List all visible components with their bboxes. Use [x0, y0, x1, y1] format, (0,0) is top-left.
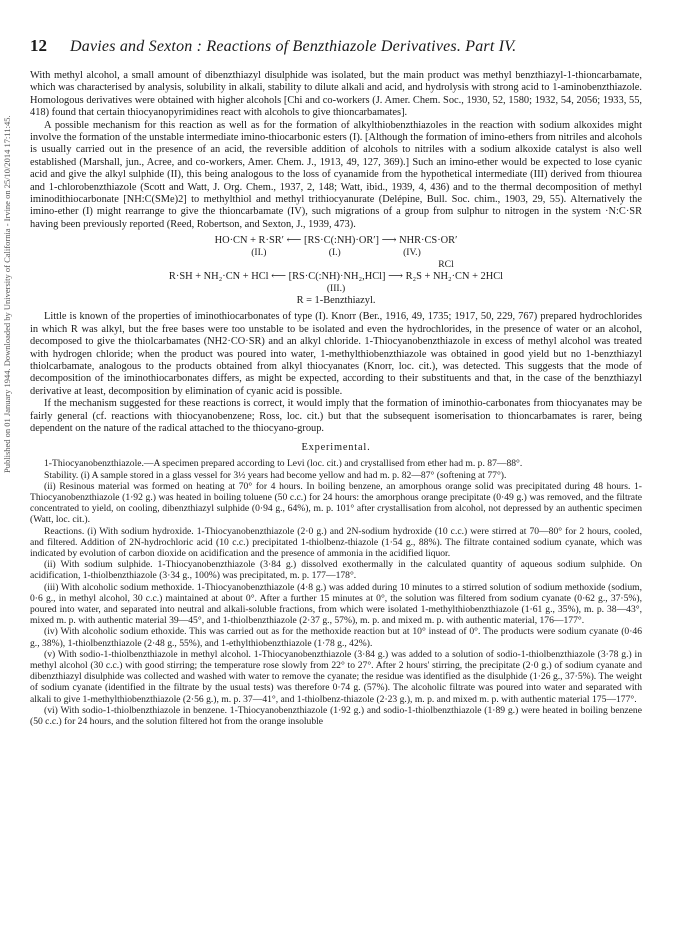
paragraph: 1-Thiocyanobenzthiazole.—A specimen prepared according to Levi (loc. cit.) and crystallised from ether had m. p. 87—88°.	[44, 458, 523, 470]
page-number: 12	[30, 36, 47, 55]
paragraph: A possible mechanism for this reaction as well as for the formation of alkylthiobenzthiazoles in the reaction with sodium alkoxides might involve the formation of the unstable intermediate imino-thiocarbonic esters (I). [Although the formation of imino-ethers from nitriles and alcohols is usually carried out in the presence of an acid, the reversible addition of alcohols to nitriles with a sodium alkoxide catalyst is also well established (Marshall, jun., Acree, and co-workers, Amer. Chem. J., 1913, 49, 127, 369).] Such an imino-ether would be expected to lose cyanic acid and give the alkyl sulphide (II), this being analogous to the loss of cyanamide from the hypothetical intermediate (III) derived from thiourea and 1-chlorobenzthiazole (Scott and Watt, J. Org. Chem., 1937, 2, 148; Watt, ibid., 1939, 4, 436) and to the thermal decomposition of methyl iminodithiocarbonate [NH:C(SMe)2] to methylthiol and methyl trithiocyanurate (Delépine, Bull. Soc. chim., 1903, 29, 55). Alternatively the imino-ether (I) might rearrange to give the thioncarbamate (IV), such migrations of a group from sulphur to nitrogen in the system ·N:C·SR having been previously reported (Reed, Robertson, and Sexton, J., 1939, 473).	[30, 119, 643, 230]
paragraph: Stability. (i) A sample stored in a glass vessel for 3½ years had become yellow and had m. p. 82—87° (softening at 77°).	[44, 469, 507, 481]
download-watermark: Published on 01 January 1944. Downloaded by University of California - Irvine on 25/10/2014 17:11:45.	[2, 115, 12, 473]
paragraph: (ii) Resinous material was formed on heating at 70° for 4 hours. In boiling benzene, an amorphous orange solid was precipitated during 48 hours. 1-Thiocyanobenzthiazole (1·92 g.) was heated in boiling toluene (50 c.c.) for 24 hours: the amorphous orange precipitate (0·49 g.) was removed, and the filtrate concentrated to yield, on cooling, dibenzthiazyl sulphide (0·94 g., 64%), m. p. 101° after crystallisation from alcohol, not depressed by an authentic specimen (Watt, loc. cit.).	[30, 480, 642, 526]
reaction-scheme	[30, 235, 642, 307]
paragraph: If the mechanism suggested for these reactions is correct, it would imply that the formation of iminothio-carbonates from thiocyanates may be fairly general (cf. reactions with thiocyanobenzene; Ross, loc. cit.) but that the subsequent isomerisation to thioncarbamates is rarer, being dependent on the nature of the radical attached to the thiocyano-group.	[30, 398, 642, 434]
reagent-label: RCl	[438, 259, 454, 271]
paragraph: With methyl alcohol, a small amount of dibenzthiazyl disulphide was isolated, but the main product was methyl benzthiazyl-1-thioncarbamate, which was characterised by analysis, solubility in alkali, stability to dilute alkali and acid, and hydrolysis with strong acid to 1-aminobenzthiazole. Homologous derivatives were obtained with higher alcohols [Chi and co-workers (J. Amer. Chem. Soc., 1930, 52, 1580; 1932, 54, 2056; 1933, 55, 418) found that certain thiocyanopyrimidines react with alcohols to give thioncarbamates].	[30, 70, 642, 119]
paragraph: (vi) With sodio-1-thiolbenzthiazole in benzene. 1-Thiocyanobenzthiazole (1·92 g.) and sodio-1-thiolbenzthiazole (1·89 g.) were heated in boiling benzene (50 c.c.) for 24 hours, and the solution filtered hot from the orange insoluble	[30, 704, 642, 728]
equation: R·SH + NH₂·CN + HCl ⟵ [RS·C(:NH)·NH₂,HCl] ⟶ R₂S + NH₂·CN + 2HCl	[168, 271, 504, 283]
paragraph: Reactions. (i) With sodium hydroxide. 1-Thiocyanobenzthiazole (2·0 g.) and 2N-sodium hydroxide (10 c.c.) were stirred at 70—80° for 2 hours, cooled, and filtered. Addition of 2N-hydrochloric acid (10 c.c.) precipitated 1-thiolbenz-thiazole (1·54 g., 88%). The filtrate contained sodium cyanate, which was indicated by evolution of carbon dioxide on acidification and the presence of ammonia in the acidified liquor.	[30, 525, 642, 559]
equation: R = 1-Benzthiazyl.	[296, 295, 376, 307]
journal-page	[30, 36, 642, 727]
experimental-section	[30, 458, 642, 727]
equation-label: (III.)	[326, 283, 346, 295]
equation-labels: (II.) (I.) (IV.)	[251, 247, 421, 259]
equation: HO·CN + R·SR′ ⟵ [RS·C(:NH)·OR′] ⟶ NHR·CS·OR′	[214, 235, 458, 247]
paragraph: (iii) With alcoholic sodium methoxide. 1-Thiocyanobenzthiazole (4·8 g.) was added during 10 minutes to a stirred solution of sodium methoxide (sodium, 0·6 g., in methyl alcohol, 30 c.c.) maintained at about 0°. After a further 15 minutes at 0°, the solution was filtered from sodium cyanate (0·62 g., 37·5%), poured into water, and separated into neutral and alkali-soluble fractions, from which were isolated 1-methylthiobenzthiazole (1·61 g., 35%), m. p. 38—43°, mixed m. p. with authentic material 39—45°, and 1-thiolbenzthiazole (2·37 g., 57%), m. p. and mixed m. p. with authentic material, 176—177°.	[30, 581, 642, 627]
section-heading: Experimental.	[301, 442, 371, 454]
paragraph: (v) With sodio-1-thiolbenzthiazole in methyl alcohol. 1-Thiocyanobenzthiazole (3·84 g.) was added to a solution of sodio-1-thiolbenzthiazole (3·78 g.) in methyl alcohol (30 c.c.) with good stirring; the temperature rose slowly from 22° to 27°. After 2 hours' stirring, the precipitate (2·0 g.) of sodium cyanate and dibenzthiazyl disulphide was collected and washed with water to remove the cyanate; the residue was identified as the disulphide (1·26 g., 37·5%). The weight of sodium cyanate (identified in the filtrate by the usual tests) was therefore 0·74 g. (57%). The alcoholic filtrate was poured into water and separated with alkali to give 1-methylthiobenzthiazole (2·56 g.), m. p. 37—41°, and 1-thiolbenz-thiazole (2·23 g.), m. p. and mixed m. p. with authentic material 175—177°.	[30, 648, 642, 705]
paragraph: Little is known of the properties of iminothiocarbonates of type (I). Knorr (Ber., 1916, 49, 1735; 1917, 50, 229, 767) prepared hydrochlorides in which R was alkyl, but the free bases were too unstable to be isolated and even the hydrochlorides, in the presence of water or an alcohol, decomposed to give the thiolcarbamates (NH2·CO·SR) and an alkyl chloride. 1-Thiocyanobenzthiazole in excess of methyl alcohol was treated with hydrogen chloride; when the product was poured into water, 1-methylthiobenzthiazole was obtained in good yield but no 1-benzthiazyl thiolcarbamate, analogous to the products obtained from alkyl thiocyanates (Knorr, loc. cit.), was detected. This suggests that the mode of decomposition of the iminothiocarbonates differs, as might be expected, according to their substituents and that, in the case of the benzthiazyl derivative at least, decomposition by elimination of cyanic acid is possible.	[30, 311, 642, 397]
running-title: Davies and Sexton : Reactions of Benzthiazole Derivatives. Part IV.	[70, 38, 517, 55]
paragraph: (ii) With sodium sulphide. 1-Thiocyanobenzthiazole (3·84 g.) dissolved exothermally in the calculated quantity of aqueous sodium sulphide. On acidification, 1-thiolbenzthiazole (3·34 g., 100%) was precipitated, m. p. 177—178°.	[30, 559, 642, 582]
paragraph: (iv) With alcoholic sodium ethoxide. This was carried out as for the methoxide reaction but at 10° instead of 0°. The products were sodium cyanate (0·46 g., 38%), 1-thiolbenzthiazole (2·48 g., 55%), and 1-ethylthiobenzthiazole (1·78 g., 42%).	[30, 626, 642, 649]
page-header	[30, 36, 642, 56]
